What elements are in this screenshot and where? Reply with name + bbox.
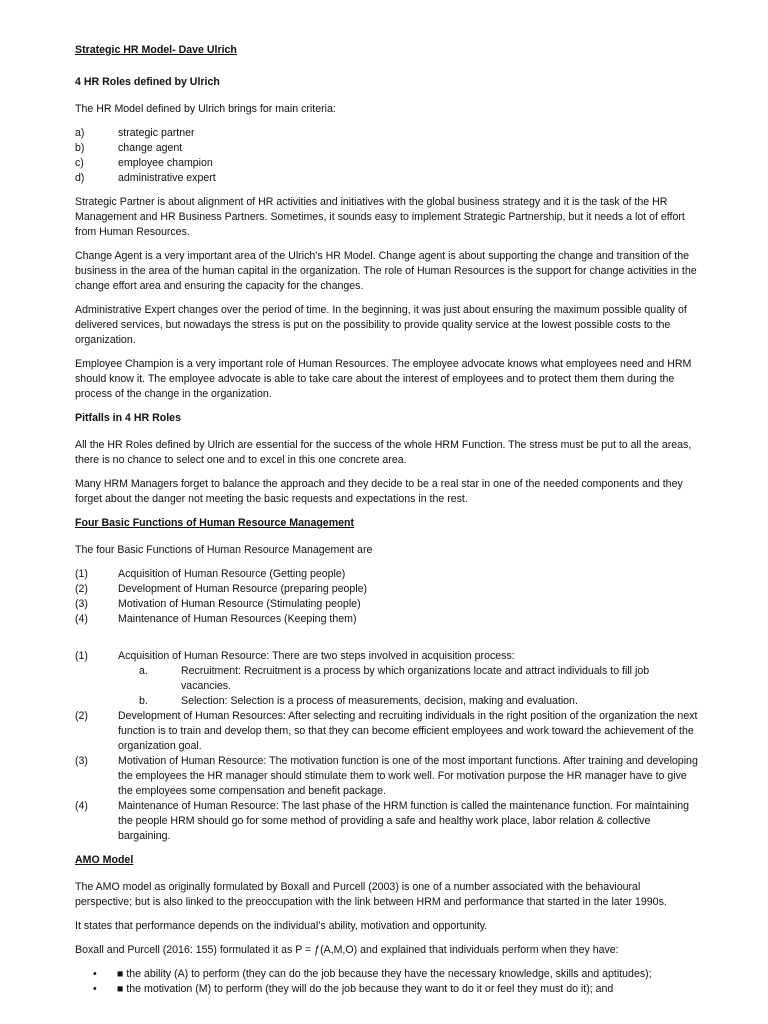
- list-item-text: change agent: [118, 142, 183, 154]
- list-item: [75, 156, 700, 171]
- list-marker: b): [75, 142, 85, 154]
- spacer: [75, 636, 700, 649]
- sub-list-item: [75, 694, 700, 709]
- list-item: [75, 582, 700, 597]
- list-item: [75, 967, 700, 982]
- bullet-icon: •: [93, 968, 97, 980]
- list-marker: a.: [139, 665, 148, 677]
- list-marker: (2): [75, 710, 88, 722]
- list-marker: (4): [75, 613, 88, 625]
- paragraph-employee-champion: Employee Champion is a very important role of Human Resources. The employee advocate knows what employees need and HRM should know it. The employee advocate is able to take care about the interest of employees and to protect them them during the process of the change in the organization.: [75, 358, 692, 400]
- list-item-text: employee champion: [118, 157, 213, 169]
- list-marker: a): [75, 127, 85, 139]
- list-marker: (4): [75, 800, 88, 812]
- list-item-text: Development of Human Resources: After selecting and recruiting individuals in the right position of the organization the next function is to train and develop them, so that they can become efficient employees and work toward the achievement of the organization goal.: [118, 710, 698, 752]
- paragraph-strategic-partner: Strategic Partner is about alignment of HR activities and initiatives with the global business strategy and it is the task of the HR Management and HR Business Partners. Sometimes, it sounds easy to implement Strategic Partnership, but it needs a lot of effort from Human Resources.: [75, 196, 685, 238]
- list-item-text: ■ the ability (A) to perform (they can do the job because they have the necessary knowledge, skills and aptitudes);: [117, 968, 652, 980]
- paragraph-pitfalls-1: All the HR Roles defined by Ulrich are essential for the success of the whole HRM Function. The stress must be put to all the areas, there is no chance to select one and to excel in this one concrete area.: [75, 439, 692, 466]
- paragraph-administrative-expert: Administrative Expert changes over the period of time. In the beginning, it was just about ensuring the maximum possible quality of delivered services, but nowadays the stress is put on the possibility to provide quality service at the lowest possible costs to the organization.: [75, 304, 687, 346]
- amo-bullet-list: [75, 967, 700, 997]
- list-item-text: administrative expert: [118, 172, 216, 184]
- document-body: [75, 43, 700, 997]
- list-item-text: ■ the motivation (M) to perform (they will do the job because they want to do it or feel they must do it); and: [117, 983, 614, 995]
- list-item-text: Recruitment: Recruitment is a process by which organizations locate and attract individuals to fill job vacancies.: [181, 665, 650, 692]
- list-item: [75, 754, 700, 799]
- list-marker: (2): [75, 583, 88, 595]
- list-item-text: Maintenance of Human Resources (Keeping them): [118, 613, 357, 625]
- list-marker: (1): [75, 568, 88, 580]
- paragraph-amo-3: Boxall and Purcell (2016: 155) formulated it as P = ƒ(A,M,O) and explained that individuals perform when they have:: [75, 944, 619, 956]
- list-item: [75, 612, 700, 627]
- list-item: [75, 982, 700, 997]
- paragraph-functions-intro: The four Basic Functions of Human Resource Management are: [75, 544, 373, 556]
- list-item: [75, 799, 700, 844]
- list-item-text: Acquisition of Human Resource (Getting people): [118, 568, 346, 580]
- list-item-text: Motivation of Human Resource: The motivation function is one of the most important functions. After training and developing the employees the HR manager should stimulate them to work well. For motivation purpose the HR manager have to give the employees some compensation and benefit package.: [118, 755, 698, 797]
- list-marker: d): [75, 172, 85, 184]
- paragraph-pitfalls-2: Many HRM Managers forget to balance the approach and they decide to be a real star in one of the needed components and they forget about the danger not meeting the basic requests and expectations in the rest.: [75, 478, 683, 505]
- intro-paragraph: The HR Model defined by Ulrich brings for main criteria:: [75, 103, 336, 115]
- list-item: [75, 141, 700, 156]
- list-item-text: Maintenance of Human Resource: The last phase of the HRM function is called the maintenance function. For maintaining the people HRM should go for some method of providing a safe and healthy work place, labor relation & collective bargaining.: [118, 800, 690, 842]
- section-heading-amo: AMO Model: [75, 854, 134, 866]
- list-item-text: strategic partner: [118, 127, 195, 139]
- list-item: [75, 649, 700, 664]
- section-heading-pitfalls: Pitfalls in 4 HR Roles: [75, 412, 181, 424]
- list-marker: (3): [75, 598, 88, 610]
- section-heading-hr-roles: 4 HR Roles defined by Ulrich: [75, 76, 220, 88]
- paragraph-amo-2: It states that performance depends on the individual’s ability, motivation and opportunity.: [75, 920, 488, 932]
- section-heading-functions: Four Basic Functions of Human Resource Management: [75, 517, 355, 529]
- paragraph-amo-1: The AMO model as originally formulated by Boxall and Purcell (2003) is one of a number associated with the behavioural perspective; but is also linked to the preoccupation with the link between HRM and performance that started in the later 1990s.: [75, 881, 667, 908]
- list-item-text: Acquisition of Human Resource: There are two steps involved in acquisition process:: [118, 650, 515, 662]
- list-item: [75, 171, 700, 186]
- functions-list: [75, 567, 700, 627]
- roles-list: [75, 126, 700, 186]
- list-item-text: Motivation of Human Resource (Stimulating people): [118, 598, 361, 610]
- list-item-text: Development of Human Resource (preparing people): [118, 583, 368, 595]
- list-marker: c): [75, 157, 84, 169]
- list-marker: b.: [139, 695, 148, 707]
- list-marker: (3): [75, 755, 88, 767]
- list-item-text: Selection: Selection is a process of measurements, decision, making and evaluation.: [181, 695, 578, 707]
- bullet-icon: •: [93, 983, 97, 995]
- list-item: [75, 597, 700, 612]
- functions-detail-list: [75, 649, 700, 844]
- list-item: [75, 126, 700, 141]
- document-title: Strategic HR Model- Dave Ulrich: [75, 44, 237, 56]
- paragraph-change-agent: Change Agent is a very important area of the Ulrich’s HR Model. Change agent is about supporting the change and transition of the business in the area of the human capital in the organization. The role of Human Resources is the support for change activities in the change effort area and ensuring the capacity for the changes.: [75, 250, 697, 292]
- list-marker: (1): [75, 650, 88, 662]
- list-item: [75, 567, 700, 582]
- sub-list-item: [75, 664, 700, 694]
- list-item: [75, 709, 700, 754]
